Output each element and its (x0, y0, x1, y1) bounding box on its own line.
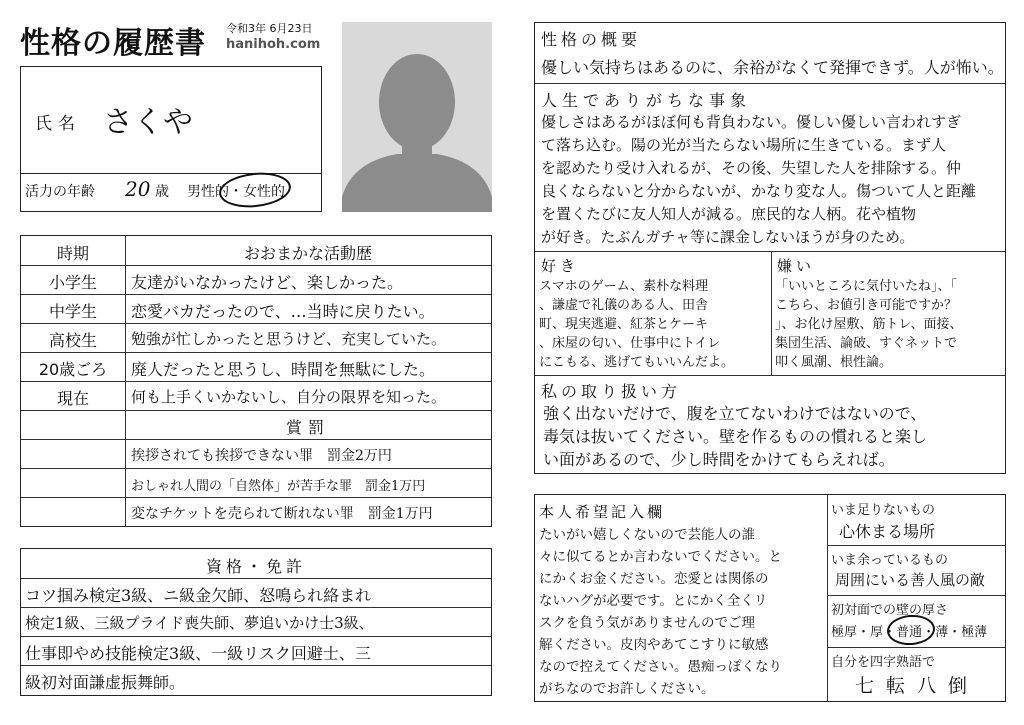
handling-line: い面があるので、少し時間をかけてもらえれば。 (543, 450, 895, 469)
life-events-line: を置くたびに友人知人が減る。庶民的な人柄。花や植物 (541, 205, 917, 223)
wall-option: 極厚 (831, 625, 858, 640)
qualification-line: 検定1級、三級プライド喪失師、夢追いかけ士3級、 (25, 614, 374, 632)
likes-line: 、床屋の匂い、仕事中にトイレ (539, 336, 721, 351)
age-label: 活力の年齢 (25, 184, 95, 200)
idiom-value: 七転八倒 (855, 675, 980, 697)
dislikes-line: こちら、お値引き可能ですか？ (775, 298, 958, 313)
gender-selection-mark (217, 169, 292, 210)
history-text: 何も上手くいかないし、自分の限界を知った。 (131, 388, 447, 406)
identity-box (20, 66, 322, 212)
handling-line: 毒気は抜いてください。壁を作るものの慣れると楽し (543, 427, 928, 446)
wall-sep: ・ (883, 625, 897, 640)
history-text: 勉強が忙しかったと思うけど、充実していた。 (131, 330, 447, 348)
age-value: 20 (125, 177, 151, 201)
likes-line: にこもる、逃げてもいいんだよ。 (539, 355, 735, 370)
likes-line: スマホのゲーム、素朴な料理 (539, 279, 709, 294)
wishes-line: 々に似てるとか言わないでください。と (539, 549, 782, 565)
gender-sep: ・ (229, 184, 243, 200)
history-text: 廃人だったと思うし、時間を無駄にした。 (131, 360, 436, 379)
history-row (21, 295, 491, 324)
history-row (21, 353, 491, 382)
dislikes-line: 叩く風潮、根性論。 (775, 355, 893, 370)
award-text: おしゃれ人間の「自然体」が苦手な罪 罰金1万円 (131, 479, 426, 494)
award-text: 挨拶されても挨拶できない罪 罰金2万円 (131, 448, 392, 464)
likes-line: 、謙虚で礼儀のある人、田舎 (539, 298, 709, 313)
history-table (20, 235, 492, 527)
gender-female: 女性的 (243, 184, 285, 200)
surplus-value: 周囲にいる善人風の敵 (835, 571, 986, 589)
wall-option: 極薄 (961, 625, 988, 640)
award-row (21, 498, 491, 526)
person-silhouette-icon (342, 22, 492, 212)
wall-sep: ・ (948, 625, 962, 640)
wishes-line: がちなのでお許しください。 (539, 681, 715, 697)
life-events-title: 人生でありがちな事象 (541, 91, 752, 110)
dislikes-line: 「いいところに気付いたね」、「 (775, 279, 958, 294)
qualifications-box (20, 548, 492, 696)
life-events-line: 優しさはあるがほぼ何も背負わない。優しい優しい言われすぎ (541, 113, 962, 131)
handling-title: 私の取り扱い方 (541, 382, 682, 401)
wishes-line: なので控えてください。愚痴っぽくなり (539, 659, 782, 675)
wishes-line: スクを負う気がありませんのでご理 (539, 615, 755, 631)
handling-line: 強く出ないだけで、腹を立てないわけではないので、 (543, 404, 927, 423)
avatar (342, 22, 492, 212)
page-title: 性格の履歴書 (20, 26, 206, 61)
personality-block (534, 22, 1006, 474)
history-period: 中学生 (48, 302, 97, 321)
history-row (21, 382, 491, 411)
award-text: 変なチケットを売られて断れない罪 罰金1万円 (131, 506, 433, 522)
age-unit: 歳 (155, 184, 169, 200)
award-row (21, 440, 491, 469)
history-period: 高校生 (48, 331, 97, 350)
wall-option: 厚 (870, 625, 884, 640)
wishes-line: にかくお金ください。恋愛とは関係の (539, 571, 769, 587)
lacking-value: 心休まる場所 (839, 522, 936, 541)
history-text: 恋愛バカだったので、…当時に戻りたい。 (131, 302, 435, 321)
wall-sep: ・ (857, 625, 871, 640)
lacking-label: いま足りないもの (831, 503, 936, 518)
history-text: 友達がいなかったけど、楽しかった。 (131, 273, 404, 292)
dislikes-line: 」、お化け屋敷、筋トレ、面接、 (775, 317, 963, 332)
wishes-line: たいがい嬉しくないので芸能人の誰 (539, 527, 755, 543)
qualification-line: コツ掴み検定3級、ニ級金欠師、怒鳴られ絡まれ (25, 586, 372, 605)
wall-option-selected: 普通 (896, 625, 923, 640)
awards-title: 賞罰 (285, 418, 330, 437)
life-events-line: て落ち込む。陽の光が当たらない場所に生きている。まず人 (541, 136, 947, 154)
history-row (21, 266, 491, 295)
site-label: hanihoh.com (226, 37, 321, 52)
col-activity-header: おおまかな活動歴 (243, 244, 372, 263)
wall-label: 初対面での壁の厚さ (831, 603, 949, 618)
wishes-block (534, 494, 1006, 702)
wall-sep: ・ (922, 625, 936, 640)
qualification-line: 仕事即やめ技能検定3級、一級リスク回避士、三 (25, 644, 371, 663)
likes-title: 好き (541, 257, 580, 275)
overview-title: 性格の概要 (541, 30, 642, 49)
dislikes-title: 嫌い (777, 257, 816, 275)
name-value: さくや (103, 105, 193, 140)
date-label: 令和3年 6月23日 (226, 22, 313, 35)
wishes-line: ないハグが必要です。とにかく全くリ (539, 593, 768, 609)
history-period: 20歳ごろ (38, 360, 108, 379)
wall-selection-mark (886, 613, 936, 646)
award-row (21, 469, 491, 498)
history-period: 現在 (56, 389, 89, 408)
likes-line: 町、現実逃避、紅茶とケーキ (539, 317, 709, 332)
wishes-title: 本人希望記入欄 (539, 503, 666, 521)
surplus-label: いま余っているもの (831, 553, 949, 568)
history-row (21, 324, 491, 353)
wall-option: 薄 (935, 625, 949, 640)
dislikes-line: 集団生活、論破、すぐネットで (775, 336, 958, 351)
gender-male: 男性的 (187, 184, 229, 200)
name-label: 氏名 (35, 114, 81, 134)
history-period: 小学生 (48, 273, 97, 292)
life-events-line: が好き。たぶんガチャ等に課金しないほうが身のため。 (541, 228, 915, 246)
overview-text: 優しい気持ちはあるのに、余裕がなくて発揮できず。人が怖い。 (541, 58, 1004, 77)
qualification-line: 級初対面謙虚振舞師。 (25, 673, 186, 692)
idiom-label: 自分を四字熟語で (831, 655, 936, 670)
life-events-line: 良くならないと分からないが、かなり変な人。傷ついて人と距離 (541, 182, 977, 200)
wishes-line: 解ください。皮肉やあてこすりに敏感 (539, 637, 769, 653)
life-events-line: を認めたり受け入れるが、その後、失望した人を排除する。仲 (541, 159, 962, 177)
qualifications-title: 資格・免許 (205, 557, 306, 576)
col-period-header: 時期 (56, 244, 89, 263)
